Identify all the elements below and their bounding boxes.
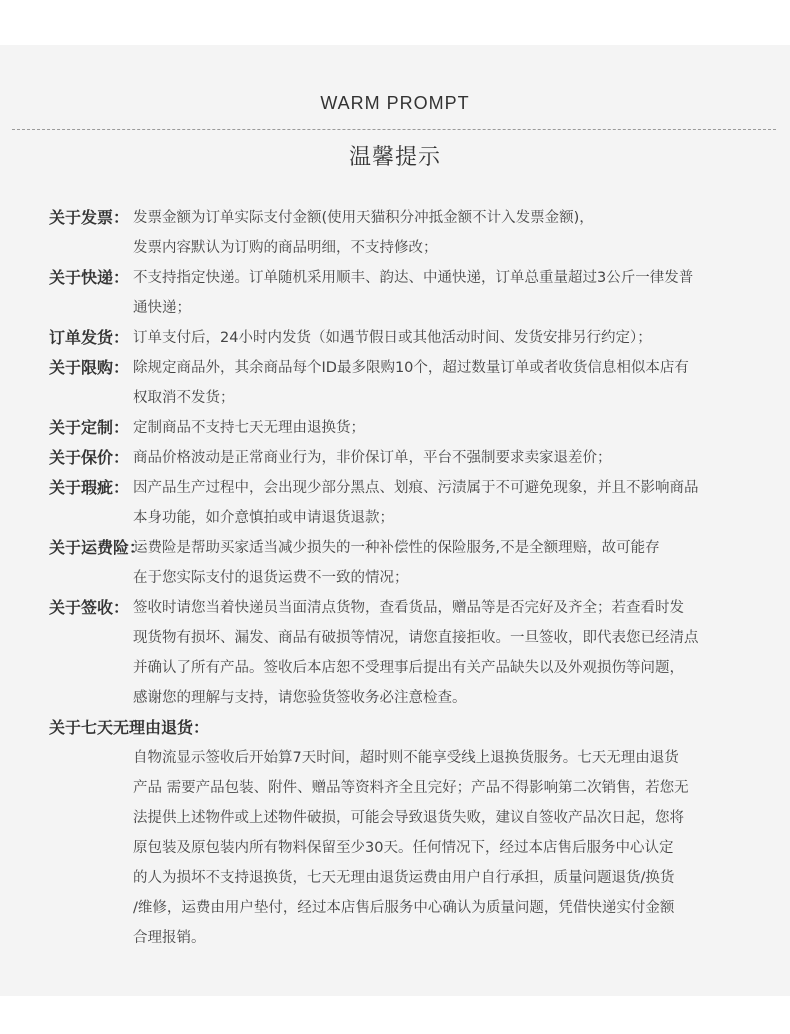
notice-text-line: /维修，运费由用户垫付，经过本店售后服务中心确认为质量问题，凭借快递实付金额 (133, 900, 675, 916)
notice-text-line: 法提供上述物件或上述物件破损，可能会导致退货失败，建议自签收产品次日起，您将 (133, 810, 684, 826)
notice-text-line: 运费险是帮助买家适当减少损失的一种补偿性的保险服务,不是全额理赔，故可能存 (133, 540, 660, 556)
dashed-divider (12, 129, 776, 130)
notice-text-line: 感谢您的理解与支持，请您验货签收务必注意检查。 (133, 690, 467, 706)
notice-item (49, 473, 749, 533)
notice-item (49, 353, 749, 413)
notice-text-line: 原包装及原包装内所有物料保留至少30天。任何情况下，经过本店售后服务中心认定 (133, 840, 674, 856)
notice-item (49, 593, 749, 713)
notice-text-line: 定制商品不支持七天无理由退换货； (133, 420, 365, 436)
notice-text-line: 在于您实际支付的退货运费不一致的情况； (133, 570, 409, 586)
notice-item (49, 413, 749, 443)
notice-label: 关于七天无理由退货： (49, 718, 210, 737)
notice-item (49, 263, 749, 323)
notice-item (49, 443, 749, 473)
notice-text-line: 权取消不发货； (133, 390, 235, 406)
heading-english: WARM PROMPT (320, 93, 470, 113)
notice-text-line: 的人为损坏不支持退换货，七天无理由退货运费由用户自行承担，质量问题退货/换货 (133, 870, 675, 886)
heading-chinese: 温馨提示 (348, 145, 441, 170)
notice-text-line: 通快递； (133, 300, 191, 316)
notice-text-line: 签收时请您当着快递员当面清点货物，查看货品，赠品等是否完好及齐全；若查看时发 (133, 600, 684, 616)
notice-label: 关于发票： (49, 208, 130, 227)
notice-label: 关于快递： (49, 268, 130, 287)
notice-text-line: 合理报销。 (133, 930, 206, 946)
notice-item (49, 203, 749, 263)
notice-text-line: 自物流显示签收后开始算7天时间，超时则不能享受线上退换货服务。七天无理由退货 (133, 750, 679, 766)
notice-text-line: 现货物有损坏、漏发、商品有破损等情况，请您直接拒收。一旦签收，即代表您已经清点 (133, 630, 699, 646)
notice-label: 关于运费险： (49, 538, 146, 557)
notice-list (49, 203, 749, 953)
notice-label: 订单发货： (49, 328, 130, 347)
notice-text-line: 商品价格波动是正常商业行为，非价保订单，平台不强制要求卖家退差价； (133, 450, 612, 466)
notice-text-line: 并确认了所有产品。签收后本店恕不受理事后提出有关产品缺失以及外观损伤等问题， (133, 660, 684, 676)
notice-text-line: 订单支付后，24小时内发货（如遇节假日或其他活动时间、发货安排另行约定）； (133, 330, 652, 346)
notice-text-line: 因产品生产过程中，会出现少部分黑点、划痕、污渍属于不可避免现象，并且不影响商品 (133, 480, 699, 496)
notice-label: 关于保价： (49, 448, 130, 467)
notice-label: 关于签收： (49, 598, 130, 617)
notice-label: 关于瑕疵： (49, 478, 130, 497)
notice-text-line: 发票金额为订单实际支付金额(使用天猫积分冲抵金额不计入发票金额)， (133, 210, 594, 226)
notice-item (49, 713, 749, 953)
notice-item (49, 533, 749, 593)
notice-text-line: 发票内容默认为订购的商品明细，不支持修改； (133, 240, 438, 256)
notice-text-line: 不支持指定快递。订单随机采用顺丰、韵达、中通快递，订单总重量超过3公斤一律发普 (133, 270, 694, 286)
notice-label: 关于定制： (49, 418, 130, 437)
notice-text-line: 产品 需要产品包装、附件、赠品等资料齐全且完好；产品不得影响第二次销售，若您无 (133, 780, 689, 796)
notice-item (49, 323, 749, 353)
notice-text-line: 本身功能，如介意慎拍或申请退货退款； (133, 510, 394, 526)
notice-label: 关于限购： (49, 358, 130, 377)
notice-text-line: 除规定商品外，其余商品每个ID最多限购10个，超过数量订单或者收货信息相似本店有 (133, 360, 689, 376)
